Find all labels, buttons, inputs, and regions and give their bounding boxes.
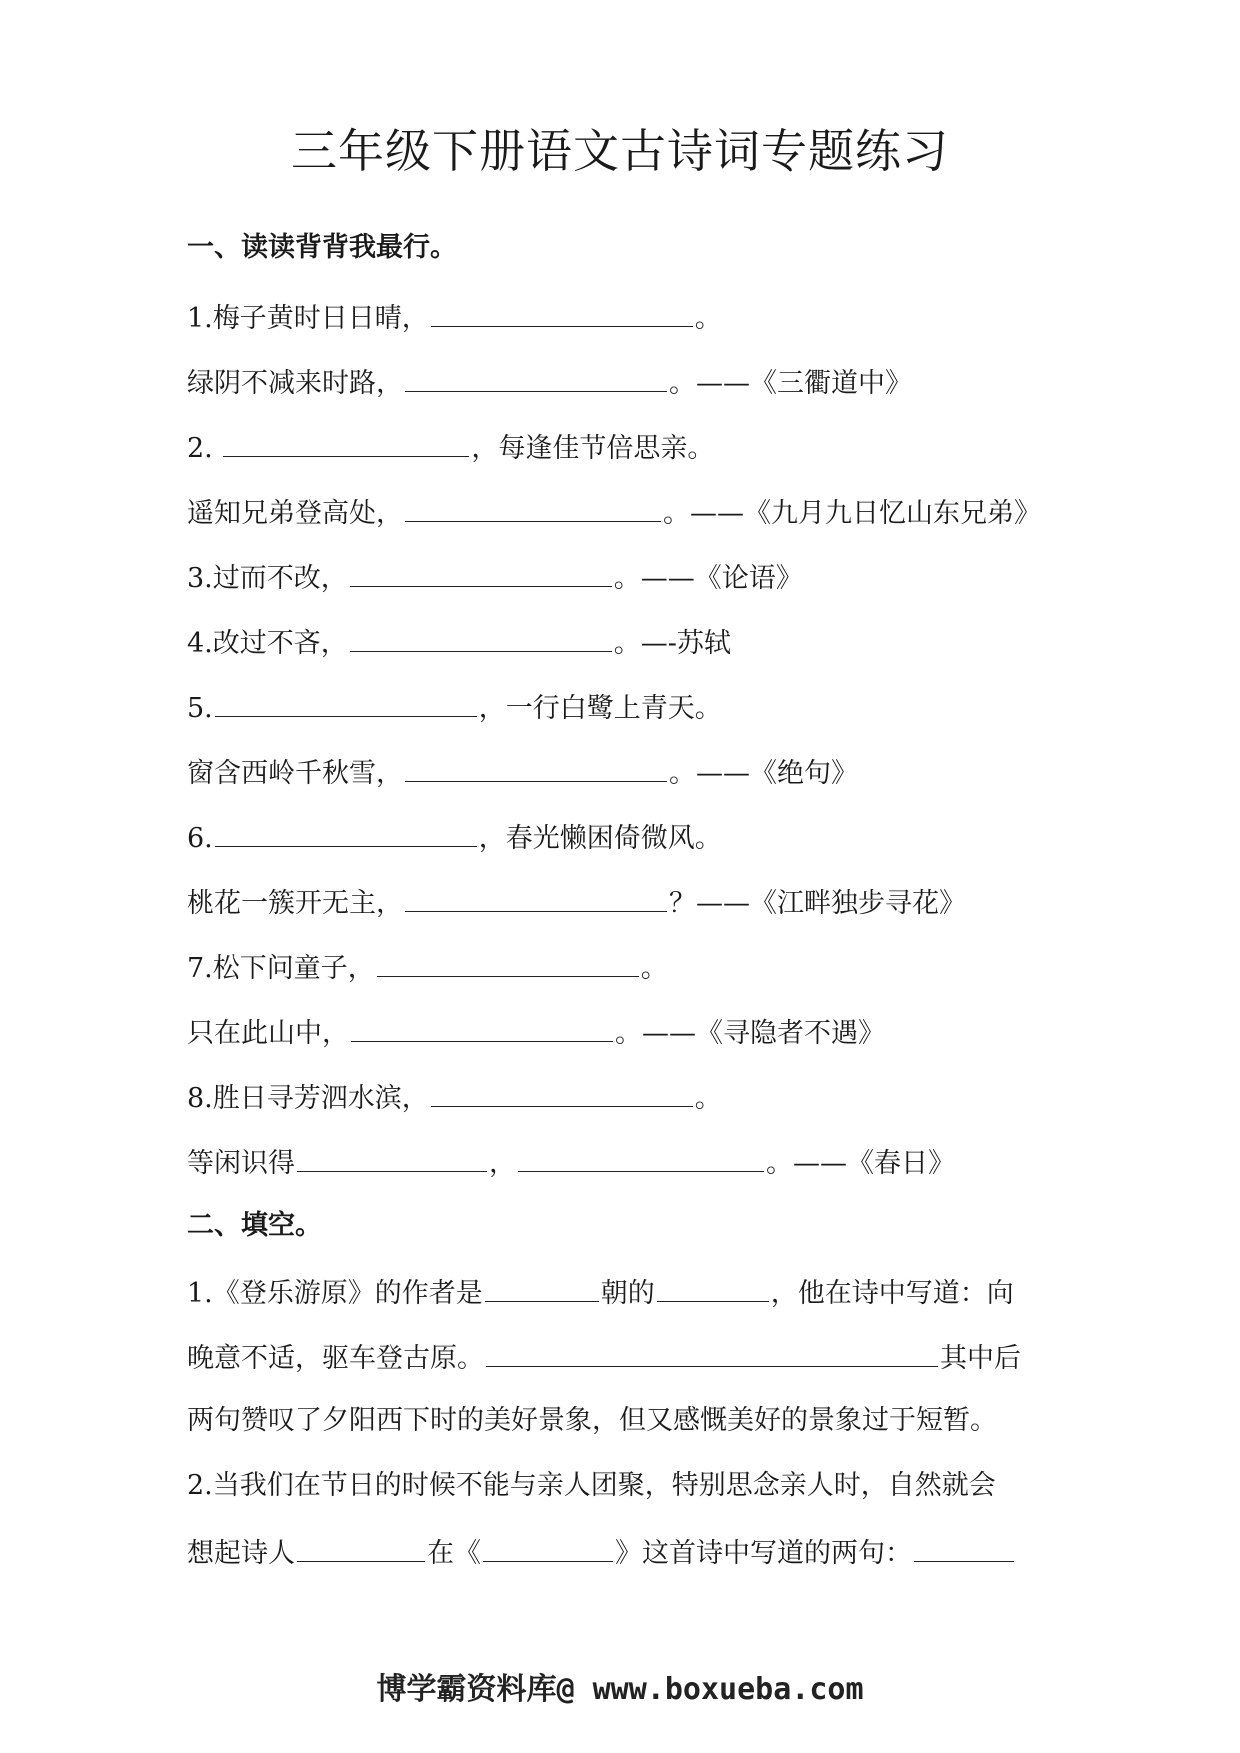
answer-blank[interactable]: [405, 881, 667, 912]
answer-blank[interactable]: [215, 816, 477, 847]
section-heading-1: 一、读读背背我最行。: [187, 232, 457, 263]
answer-blank[interactable]: [405, 751, 667, 782]
answer-blank[interactable]: [486, 1336, 938, 1367]
question-1-line-3: 两句赞叹了夕阳西下时的美好景象，但又感慨美好的景象过于短暂。: [187, 1405, 997, 1436]
answer-blank[interactable]: [518, 1141, 764, 1172]
list-item: 窗含西岭千秋雪， 。——《绝句》: [187, 751, 858, 794]
list-item: 5. ，一行白鹭上青天。: [187, 686, 722, 729]
answer-blank[interactable]: [350, 556, 612, 587]
question-2-line-1: 2.当我们在节日的时候不能与亲人团聚，特别思念亲人时，自然就会: [187, 1470, 996, 1501]
list-item: 绿阴不减来时路， 。——《三衢道中》: [187, 361, 912, 404]
list-item: 桃花一簇开无主， ？——《江畔独步寻花》: [187, 881, 966, 924]
answer-blank[interactable]: [914, 1531, 1014, 1562]
list-item: 8.胜日寻芳泗水滨， 。: [187, 1076, 722, 1119]
answer-blank[interactable]: [485, 1271, 599, 1302]
footer-watermark: 博学霸资料库@ www.boxueba.com: [376, 1672, 864, 1707]
list-item: 6. ，春光懒困倚微风。: [187, 816, 722, 859]
page-title: 三年级下册语文古诗词专题练习: [291, 124, 949, 178]
question-1-line-1: 1.《登乐游原》的作者是 朝的 ，他在诗中写道：向: [187, 1271, 1014, 1314]
list-item: 3.过而不改， 。——《论语》: [187, 556, 803, 599]
answer-blank[interactable]: [351, 1011, 613, 1042]
answer-blank[interactable]: [377, 946, 639, 977]
section-heading-2: 二、填空。: [187, 1210, 322, 1241]
list-item: 等闲识得 ， 。——《春日》: [187, 1141, 955, 1184]
list-item: 4.改过不吝， 。—-苏轼: [187, 621, 731, 664]
answer-blank[interactable]: [657, 1271, 769, 1302]
list-item: 遥知兄弟登高处， 。——《九月九日忆山东兄弟》: [187, 491, 1041, 534]
answer-blank[interactable]: [431, 1076, 693, 1107]
list-item: 2. ，每逢佳节倍思亲。: [187, 426, 714, 469]
list-item: 1.梅子黄时日日晴， 。: [187, 296, 722, 339]
question-2-line-2: 想起诗人 在《 》这首诗中写道的两句：: [187, 1531, 1016, 1574]
answer-blank[interactable]: [431, 296, 693, 327]
answer-blank[interactable]: [215, 686, 477, 717]
answer-blank[interactable]: [223, 426, 469, 457]
answer-blank[interactable]: [297, 1531, 425, 1562]
answer-blank[interactable]: [405, 491, 661, 522]
answer-blank[interactable]: [483, 1531, 613, 1562]
answer-blank[interactable]: [350, 621, 612, 652]
list-item: 只在此山中， 。——《寻隐者不遇》: [187, 1011, 885, 1054]
question-1-line-2: 晚意不适，驱车登古原。 其中后: [187, 1336, 1021, 1379]
list-item: 7.松下问童子， 。: [187, 946, 668, 989]
answer-blank[interactable]: [297, 1141, 487, 1172]
answer-blank[interactable]: [405, 361, 667, 392]
